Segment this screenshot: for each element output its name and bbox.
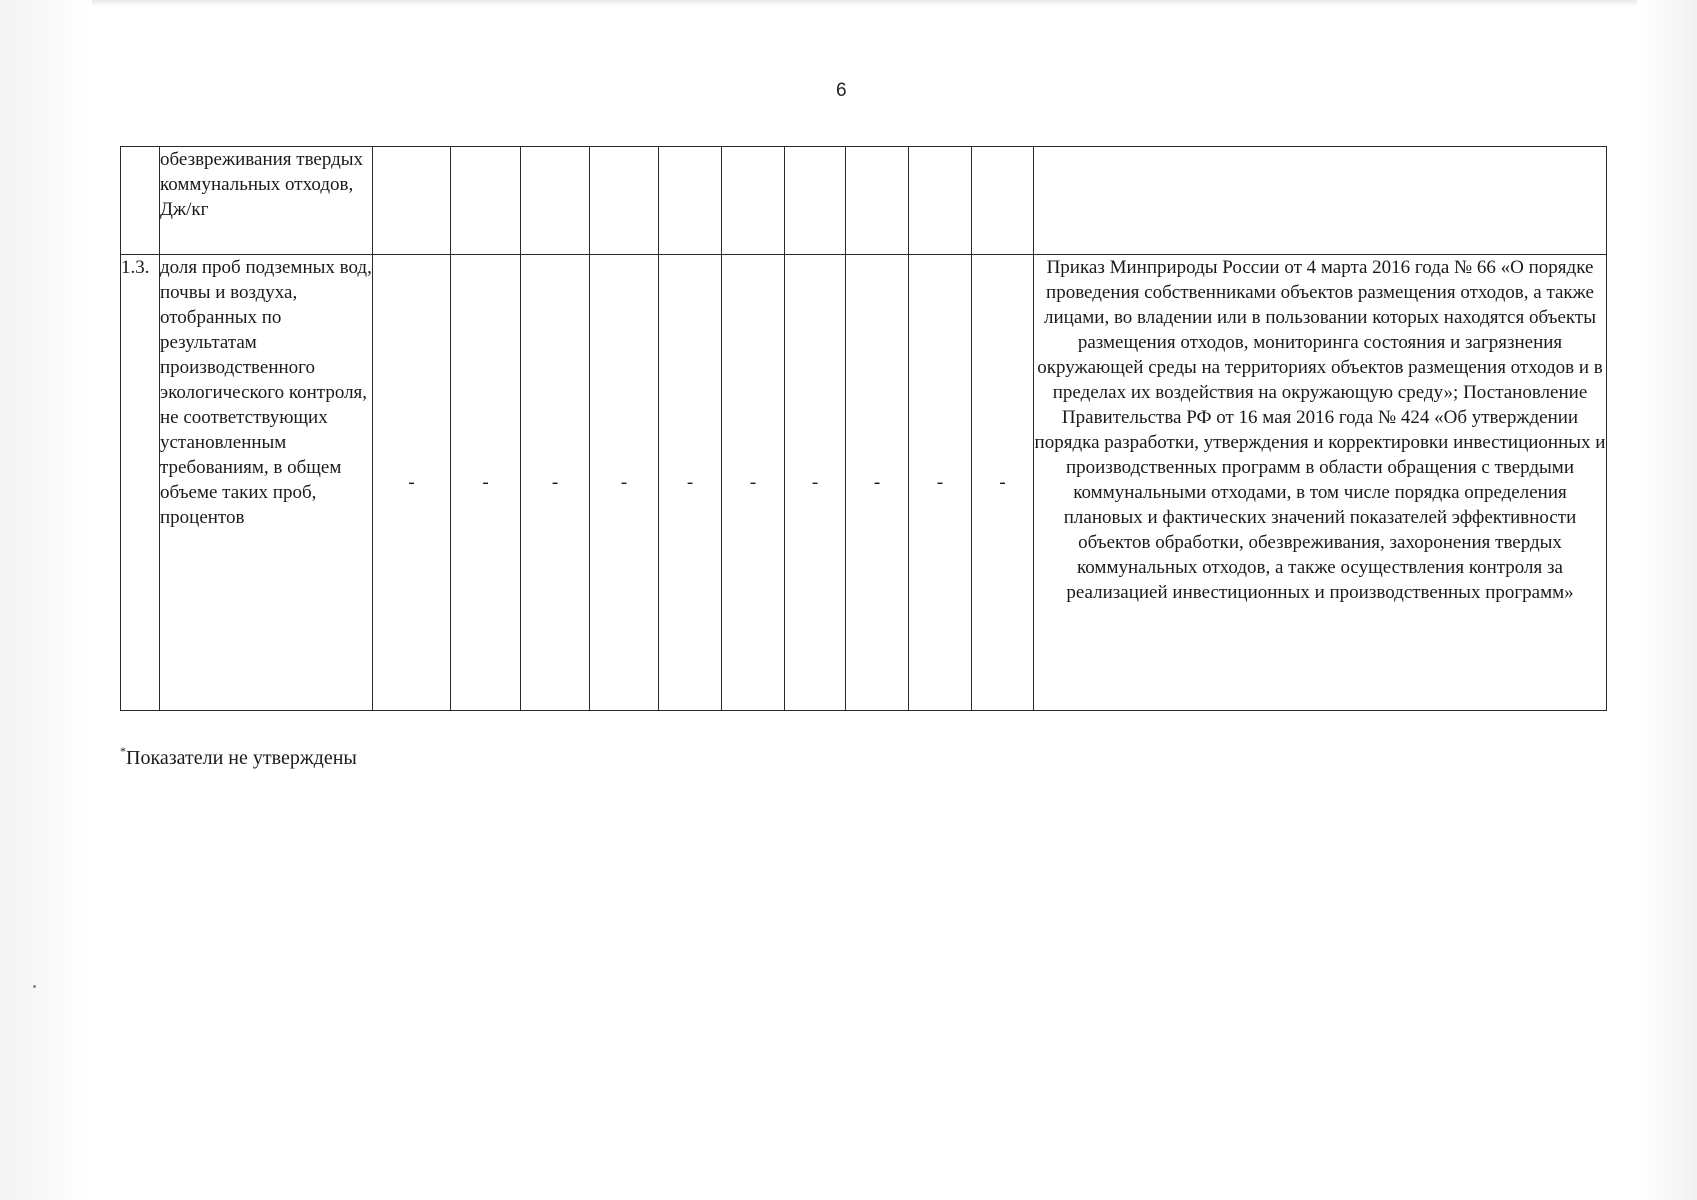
value-cell [590,147,659,255]
page-number: 6 [836,80,847,101]
indicator-name: доля проб подземных вод, почвы и воздуха, отобранных по результатам производственного экологического контроля, не соответствующих установленным требованиям, в общем объеме таких проб, процентов [160,255,373,711]
value-cell [722,147,785,255]
value-cell [451,147,521,255]
row-number: 1.3. [121,255,160,711]
value-cell [785,147,846,255]
value-cell [909,147,972,255]
scan-speck [33,985,36,988]
row-number [121,147,160,255]
scan-edge-right [1637,0,1697,1200]
value-cell: - [722,255,785,711]
value-cell: - [785,255,846,711]
value-cell: - [590,255,659,711]
legal-basis [1034,147,1607,255]
value-cell [659,147,722,255]
table-row [121,255,1607,711]
indicator-name: обезвреживания твердых коммунальных отходов, Дж/кг [160,147,373,255]
table-row [121,147,1607,255]
legal-basis: Приказ Минприроды России от 4 марта 2016 года № 66 «О порядке проведения собственниками объектов размещения отходов, а также лицами, во владении или в пользовании которых находятся объекты размещения отходов, мониторинга состояния и загрязнения окружающей среды на территориях объектов размещения отходов и в пределах их воздействия на окружающую среду»; Постановление Правительства РФ от 16 мая 2016 года № 424 «Об утверждении порядка разработки, утверждения и корректировки инвестиционных и производственных программ в области обращения с твердыми коммунальными отходами, в том числе порядка определения плановых и фактических значений показателей эффективности объектов обработки, обезвреживания, захоронения твердых коммунальных отходов, а также осуществления контроля за реализацией инвестиционных и производственных программ» [1034,255,1607,711]
value-cell: - [521,255,590,711]
scan-edge-top [0,0,1697,6]
scan-edge-left [0,0,92,1200]
value-cell [846,147,909,255]
value-cell [521,147,590,255]
footnote-text: Показатели не утверждены [126,747,357,769]
value-cell: - [451,255,521,711]
value-cell: - [909,255,972,711]
footnote-marker: * [120,744,126,758]
value-cell: - [659,255,722,711]
footnote [120,744,357,770]
indicators-table [120,146,1607,711]
value-cell [373,147,451,255]
value-cell [972,147,1034,255]
value-cell: - [846,255,909,711]
value-cell: - [972,255,1034,711]
value-cell: - [373,255,451,711]
